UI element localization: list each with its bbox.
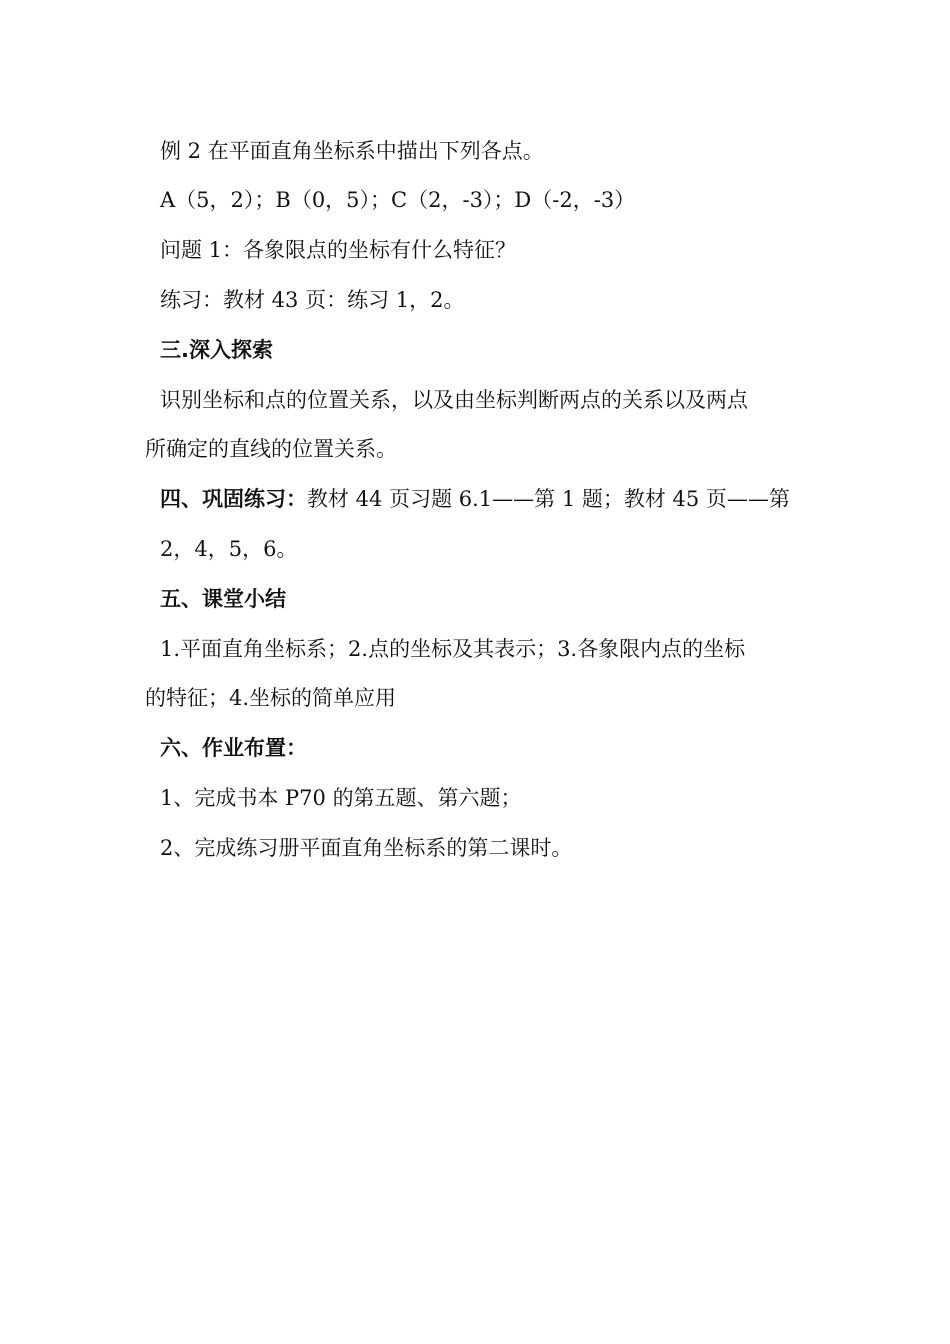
section-5-body-line-1: 1.平面直角坐标系；2.点的坐标及其表示；3.各象限内点的坐标 <box>160 637 746 661</box>
section-4-body-line-2: 2，4，5，6。 <box>160 537 298 561</box>
homework-item-1: 1、完成书本 P70 的第五题、第六题； <box>160 786 522 810</box>
section-6-heading: 六、作业布置： <box>160 736 307 760</box>
section-3-heading: 三.深入探索 <box>160 338 273 362</box>
points-list-text: A（5，2）；B（0，5）；C（2，-3）；D（-2，-3） <box>160 188 636 212</box>
example-2-text: 例 2 在平面直角坐标系中描出下列各点。 <box>160 139 544 163</box>
section-4-heading: 四、巩固练习： <box>160 487 307 511</box>
section-5-heading: 五、课堂小结 <box>160 587 286 611</box>
homework-item-2: 2、完成练习册平面直角坐标系的第二课时。 <box>160 836 573 860</box>
section-5-body-line-2: 的特征；4.坐标的简单应用 <box>145 686 397 710</box>
section-3-body-line-2: 所确定的直线的位置关系。 <box>145 437 397 461</box>
question-1-text: 问题 1：各象限点的坐标有什么特征？ <box>160 238 517 262</box>
section-4-body-line-1: 教材 44 页习题 6.1——第 1 题；教材 45 页——第 <box>307 487 790 511</box>
section-4-paragraph <box>160 484 790 514</box>
section-3-body-line-1: 识别坐标和点的位置关系，以及由坐标判断两点的关系以及两点 <box>160 388 748 412</box>
exercise-text: 练习：教材 43 页：练习 1，2。 <box>160 288 465 312</box>
